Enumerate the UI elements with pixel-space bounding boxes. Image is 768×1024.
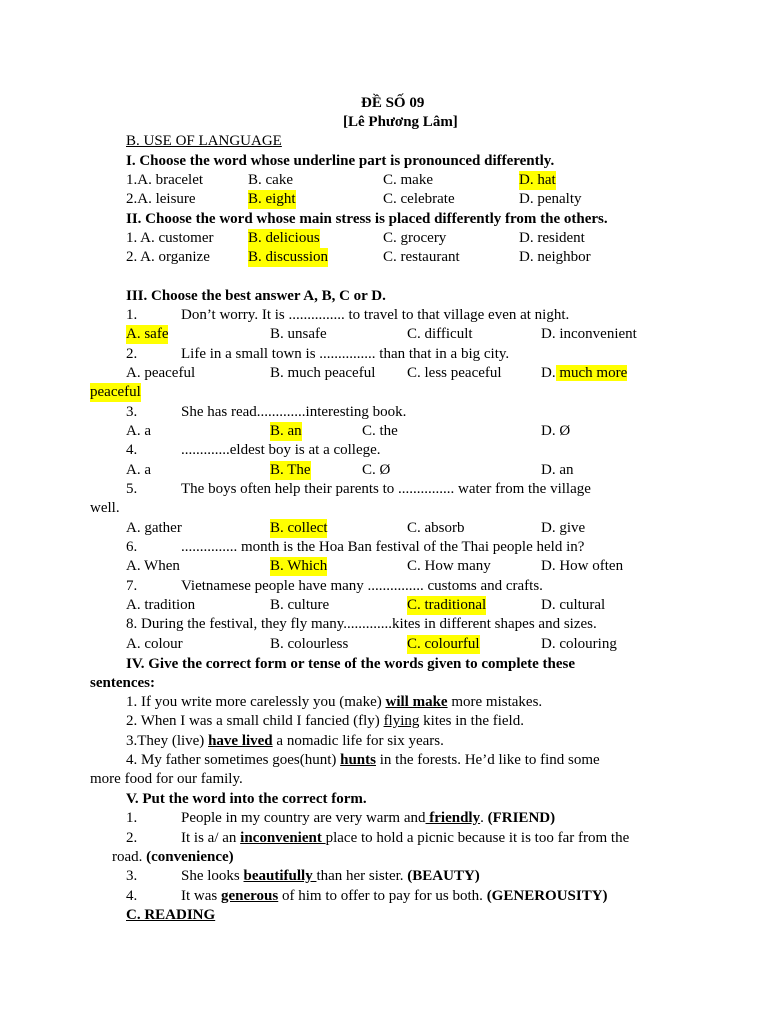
answer: generous xyxy=(221,888,279,904)
question-text: 8. During the festival, they fly many.............kites in different shapes and sizes. xyxy=(126,616,597,632)
option-b: B. unsafe xyxy=(270,326,327,342)
sentence-text: . xyxy=(480,810,488,826)
answer: will make xyxy=(385,694,448,710)
part4-instruction: IV. Give the correct form or tense of the words given to complete these xyxy=(126,656,576,672)
option-a: A. gather xyxy=(126,520,182,536)
answer: friendly xyxy=(425,810,481,826)
question-text: .............eldest boy is at a college. xyxy=(181,442,381,458)
sentence-text: 4. My father sometimes goes(hunt) xyxy=(126,752,341,768)
question-number: 4. xyxy=(126,442,138,458)
option-d-highlight: much more xyxy=(555,365,628,381)
sentence-number: 2. xyxy=(126,830,138,846)
section-b-heading: B. USE OF LANGUAGE xyxy=(126,133,282,149)
part5-instruction: V. Put the word into the correct form. xyxy=(126,791,367,807)
part4-sentence-2 xyxy=(126,712,524,731)
given-word: (GENEROUSITY) xyxy=(486,888,608,904)
option-d: D. inconvenient xyxy=(541,326,637,342)
answer: flying xyxy=(383,713,420,729)
option-d: D. colouring xyxy=(541,636,617,652)
option-b-answer: B. delicious xyxy=(248,230,320,246)
question-text: Life in a small town is ............... than that in a big city. xyxy=(181,346,510,362)
option-d-answer xyxy=(541,364,627,383)
option-c: C. difficult xyxy=(407,326,473,342)
option-d: D. cultural xyxy=(541,597,606,613)
document-title: ĐỀ SỐ 09 xyxy=(361,95,425,111)
option-a: 1. A. customer xyxy=(126,230,214,246)
sentence-text: She looks xyxy=(181,868,244,884)
part5-sentence-2 xyxy=(181,829,629,848)
option-b: B. much peaceful xyxy=(270,365,376,381)
sentence-text: road. xyxy=(112,849,147,865)
question-text: The boys often help their parents to ............... water from the village xyxy=(181,481,591,497)
option-a-answer: A. safe xyxy=(126,326,169,342)
option-d: D. How often xyxy=(541,558,624,574)
answer: hunts xyxy=(340,752,376,768)
given-word: (FRIEND) xyxy=(487,810,556,826)
option-d-answer: D. hat xyxy=(519,172,556,188)
question-number: 5. xyxy=(126,481,138,497)
option-d: D. penalty xyxy=(519,191,582,207)
option-b: B. cake xyxy=(248,172,293,188)
part5-sentence-4 xyxy=(181,887,608,906)
option-c: C. less peaceful xyxy=(407,365,502,381)
given-word: (BEAUTY) xyxy=(407,868,480,884)
option-b: B. colourless xyxy=(270,636,349,652)
question-text: Don’t worry. It is ............... to travel to that village even at night. xyxy=(181,307,570,323)
document-author: [Lê Phương Lâm] xyxy=(343,114,458,130)
option-b-answer: B. eight xyxy=(248,191,296,207)
question-number: 3. xyxy=(126,404,138,420)
part1-instruction: I. Choose the word whose underline part is pronounced differently. xyxy=(126,153,555,169)
sentence-text: 1. If you write more carelessly you (make) xyxy=(126,694,386,710)
sentence-text: than her sister. xyxy=(316,868,408,884)
option-c-answer: C. traditional xyxy=(407,597,487,613)
option-a: A. When xyxy=(126,558,180,574)
sentence-text: 2. When I was a small child I fancied (fly) xyxy=(126,713,384,729)
part5-sentence-2-continued xyxy=(112,848,234,867)
question-number: 2. xyxy=(126,346,138,362)
option-b: B. culture xyxy=(270,597,330,613)
sentence-text: 3.They (live) xyxy=(126,733,209,749)
question-text: ............... month is the Hoa Ban festival of the Thai people held in? xyxy=(181,539,585,555)
option-b-answer: B. Which xyxy=(270,558,328,574)
part4-sentence-4-continued: more food for our family. xyxy=(90,771,243,787)
part4-sentence-4 xyxy=(126,751,600,770)
part2-instruction: II. Choose the word whose main stress is placed differently from the others. xyxy=(126,211,608,227)
part5-sentence-3 xyxy=(181,867,480,886)
question-number: 1. xyxy=(126,307,138,323)
sentence-text: place to hold a picnic because it is too far from the xyxy=(325,830,630,846)
option-a: A. peaceful xyxy=(126,365,196,381)
option-c-answer: C. colourful xyxy=(407,636,480,652)
question-number: 7. xyxy=(126,578,138,594)
part3-instruction: III. Choose the best answer A, B, C or D. xyxy=(126,288,386,304)
option-a: 2.A. leisure xyxy=(126,191,196,207)
sentence-text: of him to offer to pay for us both. xyxy=(278,888,487,904)
option-b-answer: B. collect xyxy=(270,520,328,536)
sentence-number: 4. xyxy=(126,888,138,904)
option-c: C. make xyxy=(383,172,433,188)
option-a: A. a xyxy=(126,462,151,478)
option-a: A. colour xyxy=(126,636,183,652)
part4-sentence-1 xyxy=(126,693,542,712)
option-a: 1.A. bracelet xyxy=(126,172,204,188)
sentence-text: in the forests. He’d like to find some xyxy=(375,752,600,768)
part4-sentence-3 xyxy=(126,732,444,751)
option-c: C. How many xyxy=(407,558,491,574)
option-c: C. restaurant xyxy=(383,249,460,265)
part5-sentence-1 xyxy=(181,809,555,828)
sentence-text: more mistakes. xyxy=(447,694,543,710)
option-c: C. the xyxy=(362,423,398,439)
sentence-text: It was xyxy=(181,888,221,904)
sentence-text: a nomadic life for six years. xyxy=(272,733,444,749)
sentence-number: 1. xyxy=(126,810,138,826)
answer: beautifully xyxy=(243,868,317,884)
sentence-number: 3. xyxy=(126,868,138,884)
option-d-prefix: D. xyxy=(541,365,556,381)
question-text: She has read.............interesting book. xyxy=(181,404,407,420)
sentence-text: People in my country are very warm and xyxy=(181,810,426,826)
option-d-highlight-continued: peaceful xyxy=(90,384,141,400)
option-a: A. tradition xyxy=(126,597,196,613)
question-number: 6. xyxy=(126,539,138,555)
given-word: (convenience) xyxy=(146,849,234,865)
option-b-answer: B. The xyxy=(270,462,311,478)
option-a: A. a xyxy=(126,423,151,439)
section-c-heading: C. READING xyxy=(126,907,216,923)
answer: have lived xyxy=(208,733,273,749)
option-d: D. Ø xyxy=(541,423,571,439)
option-d: D. give xyxy=(541,520,586,536)
option-c: C. grocery xyxy=(383,230,447,246)
option-c: C. absorb xyxy=(407,520,465,536)
option-d: D. neighbor xyxy=(519,249,591,265)
sentence-text: It is a/ an xyxy=(181,830,241,846)
question-text-continued: well. xyxy=(90,500,120,516)
answer: inconvenient xyxy=(240,830,326,846)
option-b-answer: B. discussion xyxy=(248,249,329,265)
option-c: C. Ø xyxy=(362,462,391,478)
sentence-text: kites in the field. xyxy=(419,713,524,729)
option-a: 2. A. organize xyxy=(126,249,210,265)
option-d: D. resident xyxy=(519,230,585,246)
option-d: D. an xyxy=(541,462,574,478)
part4-instruction-continued: sentences: xyxy=(90,675,155,691)
option-c: C. celebrate xyxy=(383,191,455,207)
option-b-answer: B. an xyxy=(270,423,302,439)
question-text: Vietnamese people have many ............... customs and crafts. xyxy=(181,578,543,594)
